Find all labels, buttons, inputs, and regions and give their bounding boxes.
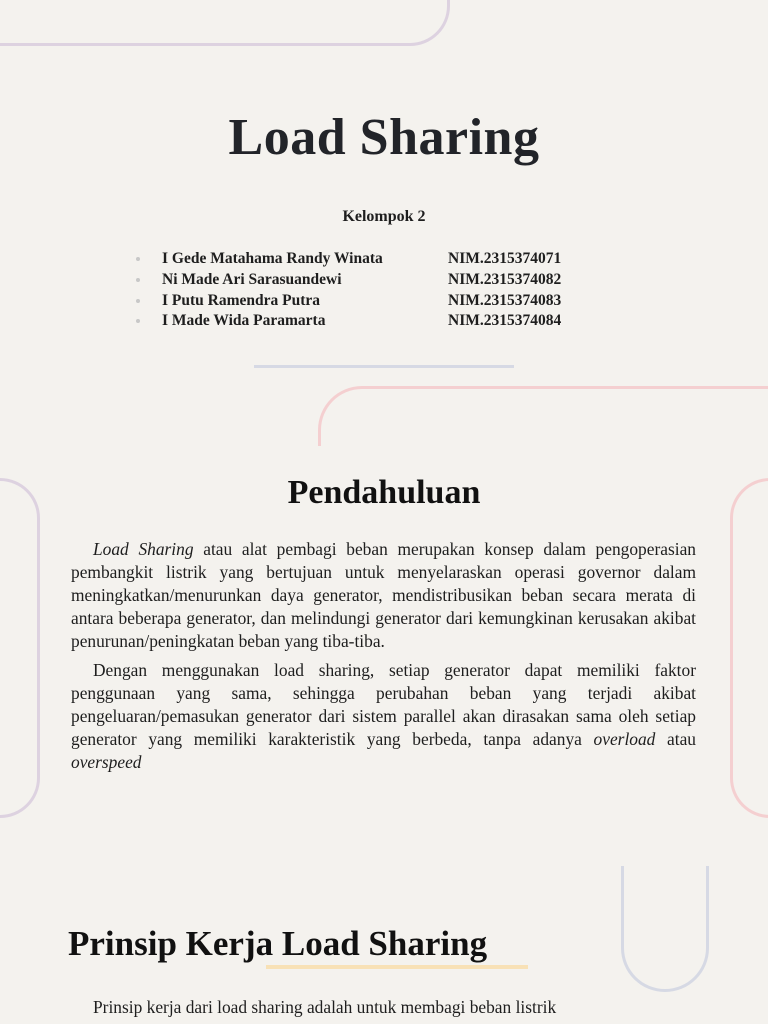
bullet-icon bbox=[136, 299, 140, 303]
intro-paragraph-2 bbox=[71, 659, 696, 774]
italic-term: overload bbox=[593, 729, 656, 749]
group-label: Kelompok 2 bbox=[342, 208, 426, 225]
member-nim: NIM.2315374083 bbox=[448, 291, 562, 309]
heading-underline bbox=[266, 965, 528, 969]
principle-paragraph: Prinsip kerja dari load sharing adalah untuk membagi beban listrik bbox=[93, 997, 557, 1017]
decorative-arc-divider bbox=[318, 386, 768, 446]
member-name: Ni Made Ari Sarasuandewi bbox=[162, 270, 342, 288]
bullet-icon bbox=[136, 319, 140, 323]
member-nim: NIM.2315374084 bbox=[448, 312, 562, 330]
decorative-u-shape bbox=[621, 866, 709, 992]
paragraph-text: atau bbox=[655, 729, 696, 749]
page-title: Load Sharing bbox=[228, 109, 540, 166]
paragraph-text: Dengan menggunakan load sharing, setiap generator dapat memiliki faktor penggunaan yang sama, sehingga perubahan beban yang terjadi akibat pengeluaran/pemasukan generator dari sistem parallel akan dirasakan sama oleh setiap generator yang memiliki karakteristik yang berbeda, tanpa adanya bbox=[71, 660, 696, 749]
bullet-icon bbox=[136, 257, 140, 261]
member-nim: NIM.2315374071 bbox=[448, 250, 562, 267]
decorative-bracket-right bbox=[730, 478, 768, 818]
member-nim: NIM.2315374082 bbox=[448, 270, 562, 288]
bullet-icon bbox=[136, 278, 140, 282]
section-heading-principle: Prinsip Kerja Load Sharing bbox=[68, 924, 488, 963]
decorative-corner-top bbox=[0, 0, 450, 46]
italic-term: Load Sharing bbox=[93, 539, 194, 559]
paragraph-text: atau alat pembagi beban merupakan konsep dalam pengoperasian pembangkit listrik yang bertujuan untuk menyelaraskan operasi governor dalam meningkatkan/menurunkan daya generator, mendistribusikan beban secara merata di antara beberapa generator, dan melindungi generator dari kemungkinan kerusakan akibat penurunan/peningkatan beban yang tiba-tiba. bbox=[71, 539, 696, 651]
decorative-divider-line bbox=[254, 365, 514, 368]
member-name: I Made Wida Paramarta bbox=[162, 312, 326, 330]
section-heading-introduction: Pendahuluan bbox=[287, 474, 481, 511]
italic-term: overspeed bbox=[71, 752, 142, 772]
decorative-bracket-left bbox=[0, 478, 40, 818]
member-name: I Putu Ramendra Putra bbox=[162, 291, 321, 309]
intro-paragraph-1 bbox=[71, 538, 696, 653]
member-name: I Gede Matahama Randy Winata bbox=[162, 250, 383, 267]
